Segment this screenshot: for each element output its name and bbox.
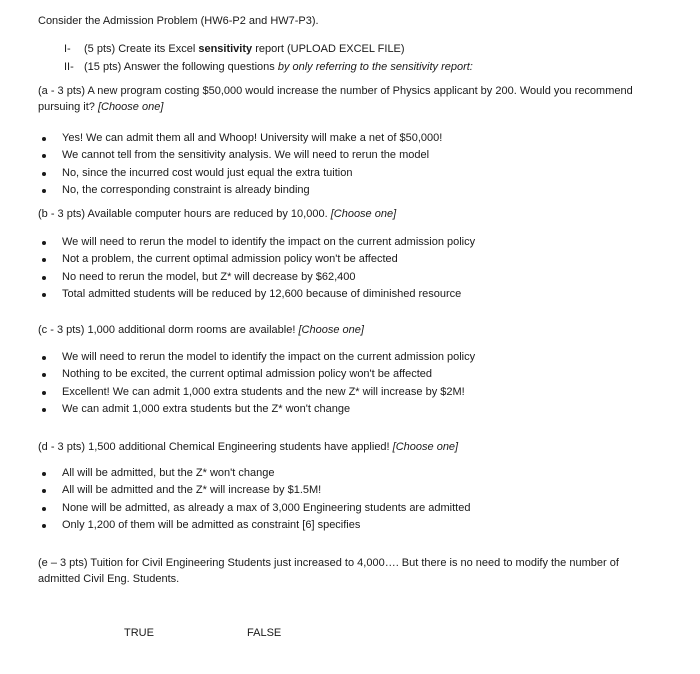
question-b-prompt bbox=[38, 207, 658, 223]
task-text-bold: sensitivity bbox=[198, 43, 253, 55]
question-text: (a - 3 pts) A new program costing $50,000 would increase the number of Physics applicant by 200. Would you recommend pursuing it? bbox=[38, 85, 633, 113]
question-c-options bbox=[38, 350, 475, 420]
option-item[interactable]: We cannot tell from the sensitivity analysis. We will need to rerun the model bbox=[38, 148, 442, 164]
task-number: I- bbox=[64, 43, 71, 55]
option-item[interactable]: We can admit 1,000 extra students but the Z* won't change bbox=[38, 402, 475, 418]
option-item[interactable]: Total admitted students will be reduced by 12,600 because of diminished resource bbox=[38, 287, 475, 303]
question-text: (e – 3 pts) Tuition for Civil Engineering Students just increased to 4,000…. But there is no need to modify the number of admitted Civil Eng. Students. bbox=[38, 557, 619, 585]
option-item[interactable]: Excellent! We can admit 1,000 extra students and the new Z* will increase by $2M! bbox=[38, 385, 475, 401]
question-b-options bbox=[38, 235, 475, 305]
question-d-prompt bbox=[38, 440, 658, 456]
choose-one-label: [Choose one] bbox=[392, 441, 459, 453]
option-item[interactable]: None will be admitted, as already a max of 3,000 Engineering students are admitted bbox=[38, 501, 470, 517]
task-number: II- bbox=[64, 60, 74, 73]
task-text: report (UPLOAD EXCEL FILE) bbox=[252, 43, 405, 55]
option-item[interactable]: Yes! We can admit them all and Whoop! University will make a net of $50,000! bbox=[38, 131, 442, 147]
option-item[interactable]: No, since the incurred cost would just equal the extra tuition bbox=[38, 166, 442, 182]
question-e-prompt bbox=[38, 556, 658, 588]
task-item bbox=[64, 60, 473, 76]
option-item[interactable]: Nothing to be excited, the current optimal admission policy won't be affected bbox=[38, 367, 475, 383]
question-text: (d - 3 pts) 1,500 additional Chemical Engineering students have applied! bbox=[38, 441, 390, 453]
question-text: (c - 3 pts) 1,000 additional dorm rooms are available! bbox=[38, 324, 296, 336]
option-item[interactable]: Not a problem, the current optimal admission policy won't be affected bbox=[38, 252, 475, 268]
false-option[interactable]: FALSE bbox=[247, 627, 282, 639]
option-item[interactable]: All will be admitted and the Z* will increase by $1.5M! bbox=[38, 483, 470, 499]
choose-one-label: [Choose one] bbox=[298, 324, 364, 336]
question-text: (b - 3 pts) Available computer hours are reduced by 10,000. bbox=[38, 208, 328, 220]
task-text: (15 pts) Answer the following questions bbox=[84, 60, 278, 73]
question-d-options bbox=[38, 466, 470, 536]
question-a-options bbox=[38, 131, 442, 201]
option-item[interactable]: We will need to rerun the model to identify the impact on the current admission policy bbox=[38, 235, 475, 251]
question-c-prompt bbox=[38, 323, 658, 339]
question-a-prompt bbox=[38, 84, 658, 116]
task-list bbox=[64, 42, 473, 78]
task-text: (5 pts) Create its Excel bbox=[84, 43, 199, 55]
option-item[interactable]: Only 1,200 of them will be admitted as constraint [6] specifies bbox=[38, 518, 470, 534]
option-item[interactable]: No need to rerun the model, but Z* will decrease by $62,400 bbox=[38, 270, 475, 286]
option-item[interactable]: No, the corresponding constraint is already binding bbox=[38, 183, 442, 199]
task-item bbox=[64, 42, 473, 58]
choose-one-label: [Choose one] bbox=[330, 208, 397, 220]
option-item[interactable]: We will need to rerun the model to identify the impact on the current admission policy bbox=[38, 350, 475, 366]
choose-one-label: [Choose one] bbox=[97, 100, 164, 113]
true-option[interactable]: TRUE bbox=[124, 627, 154, 639]
task-text-italic: by only referring to the sensitivity report: bbox=[277, 60, 473, 73]
option-item[interactable]: All will be admitted, but the Z* won't change bbox=[38, 466, 470, 482]
page-title: Consider the Admission Problem (HW6-P2 and HW7-P3). bbox=[38, 15, 319, 27]
